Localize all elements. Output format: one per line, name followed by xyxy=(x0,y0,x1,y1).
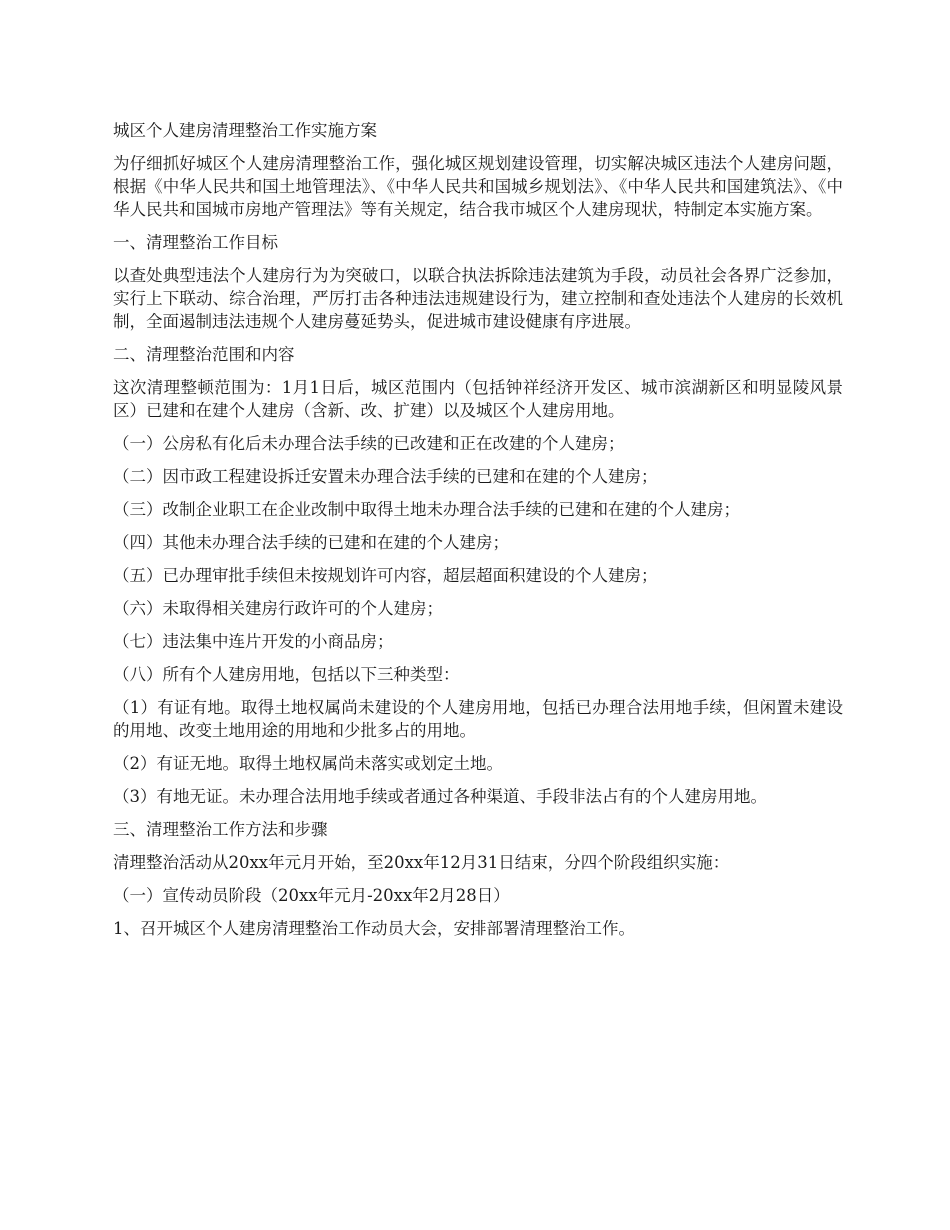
sub-list-item: （3）有地无证。未办理合法用地手续或者通过各种渠道、手段非法占有的个人建房用地。 xyxy=(113,787,767,806)
sub-list-item: （2）有证无地。取得土地权属尚未落实或划定土地。 xyxy=(113,754,503,773)
list-item: （七）违法集中连片开发的小商品房； xyxy=(113,632,394,651)
paragraph-goal: 以查处典型违法个人建房行为为突破口，以联合执法拆除违法建筑为手段，动员社会各界广泛参加，实行上下联动、综合治理，严厉打击各种违法违规建设行为，建立控制和查处违法个人建房的长效机制，全面遏制违法违规个人建房蔓延势头，促进城市建设健康有序进展。 xyxy=(113,266,843,331)
document-page xyxy=(113,119,843,950)
list-item: 1、召开城区个人建房清理整治工作动员大会，安排部署清理整治工作。 xyxy=(113,919,635,938)
list-item: （三）改制企业职工在企业改制中取得土地未办理合法手续的已建和在建的个人建房； xyxy=(113,500,740,519)
list-item: （五）已办理审批手续但未按规划许可内容，超层超面积建设的个人建房； xyxy=(113,566,658,585)
paragraph-scope: 这次清理整顿范围为：1月1日后，城区范围内（包括钟祥经济开发区、城市滨湖新区和明显陵风景区）已建和在建个人建房（含新、改、扩建）以及城区个人建房用地。 xyxy=(113,378,843,420)
section-heading-3: 三、清理整治工作方法和步骤 xyxy=(113,820,328,839)
section-heading-2: 二、清理整治范围和内容 xyxy=(113,345,295,364)
sub-list-item: （1）有证有地。取得土地权属尚未建设的个人建房用地，包括已办理合法用地手续，但闲置未建设的用地、改变土地用途的用地和少批多占的用地。 xyxy=(113,698,843,740)
list-item: （六）未取得相关建房行政许可的个人建房； xyxy=(113,599,443,618)
paragraph-intro: 为仔细抓好城区个人建房清理整治工作，强化城区规划建设管理，切实解决城区违法个人建房问题，根据《中华人民共和国土地管理法》、《中华人民共和国城乡规划法》、《中华人民共和国建筑法》、《中华人民共和国城市房地产管理法》等有关规定，结合我市城区个人建房现状，特制定本实施方案。 xyxy=(113,154,843,219)
document-title: 城区个人建房清理整治工作实施方案 xyxy=(113,121,377,140)
list-item: （一）宣传动员阶段（20xx年元月-20xx年2月28日） xyxy=(113,886,510,905)
list-item: （二）因市政工程建设拆迁安置未办理合法手续的已建和在建的个人建房； xyxy=(113,467,658,486)
list-item: （四）其他未办理合法手续的已建和在建的个人建房； xyxy=(113,533,509,552)
list-item: （八）所有个人建房用地，包括以下三种类型： xyxy=(113,665,460,684)
list-item: （一）公房私有化后未办理合法手续的已改建和正在改建的个人建房； xyxy=(113,434,625,453)
section-heading-1: 一、清理整治工作目标 xyxy=(113,233,278,252)
paragraph-schedule: 清理整治活动从20xx年元月开始，至20xx年12月31日结束，分四个阶段组织实施： xyxy=(113,853,730,872)
